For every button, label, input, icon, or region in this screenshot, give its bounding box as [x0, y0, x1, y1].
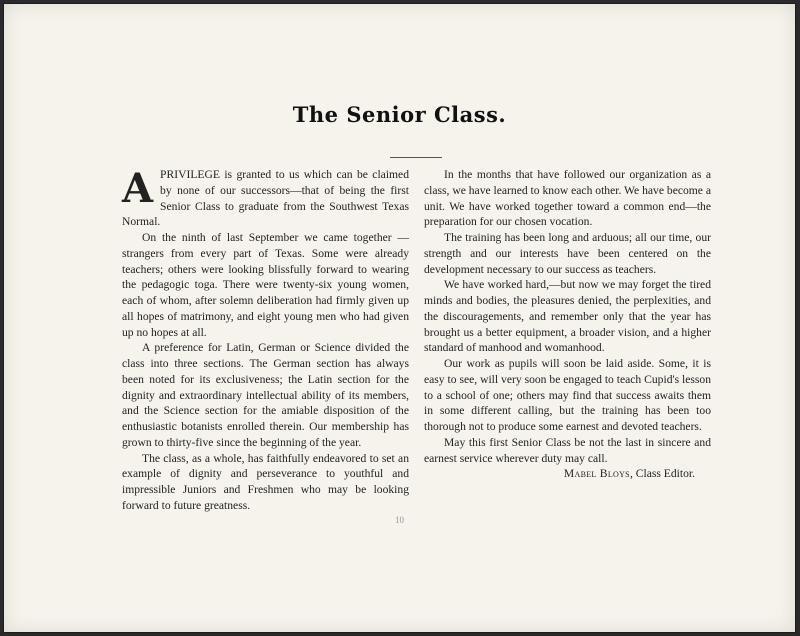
paragraph: The training has been long and arduous; all our time, our strength and our interests have been centered on the development necessary to our success as teachers. [424, 231, 711, 276]
left-column [122, 167, 409, 514]
lead-paragraph [122, 167, 409, 230]
lead-text: PRIVILEGE is granted to us which can be claimed by none of our successors—that of being the first Senior Class to graduate from the Southwest Texas Normal. [122, 168, 409, 229]
drop-cap: A [122, 165, 154, 212]
right-column [424, 167, 711, 482]
paragraph: A preference for Latin, German or Science divided the class into three sections. The German section has always been noted for its exclusiveness; the Latin section for the dignity and extraordinary intellectual ability of its members, and the Science section for the amiable disposition of the enthusiastic botanists enrolled therein. Our membership has grown to thirty-five since the beginning of the year. [122, 341, 409, 449]
title-divider [390, 157, 442, 158]
paragraph: Our work as pupils will soon be laid aside. Some, it is easy to see, will very soon be engaged to teach Cupid's lesson to a school of one; others may find that success awaits them in some different calling, but the training has been too thorough not to produce some earnest and devoted teachers. [424, 357, 711, 433]
paragraph: On the ninth of last September we came together —strangers from every part of Texas. Some were already teachers; others were looking blissfully forward to wearing the pedagogic toga. There were twenty-six young women, each of whom, after solemn deliberation had firmly given up all hopes of matrimony, and eight young men who had given up no hopes at all. [122, 231, 409, 339]
paragraph: In the months that have followed our organization as a class, we have learned to know each other. We have become a unit. We have worked together toward a common end—the preparation for our chosen vocation. [424, 168, 711, 229]
signature-role: , Class Editor. [629, 467, 695, 481]
paragraph: We have worked hard,—but now we may forget the tired minds and bodies, the pleasures denied, the perplexities, and the discouragements, and remember only that the year has brought us a better equipment, a broader vision, and a higher standard of manhood and womanhood. [424, 278, 711, 355]
paragraph: The class, as a whole, has faithfully endeavored to set an example of dignity and perseverance to youthful and impressible Juniors and Freshmen who may be looking forward to future greatness. [122, 451, 409, 512]
signature [424, 466, 711, 482]
paragraph: May this first Senior Class be not the last in sincere and earnest service wherever duty may call. [424, 435, 711, 465]
document-page [3, 3, 796, 633]
signature-name: Mabel Bloys [563, 467, 630, 481]
page-number: 10 [395, 515, 404, 525]
page-title: The Senior Class. [292, 102, 507, 127]
